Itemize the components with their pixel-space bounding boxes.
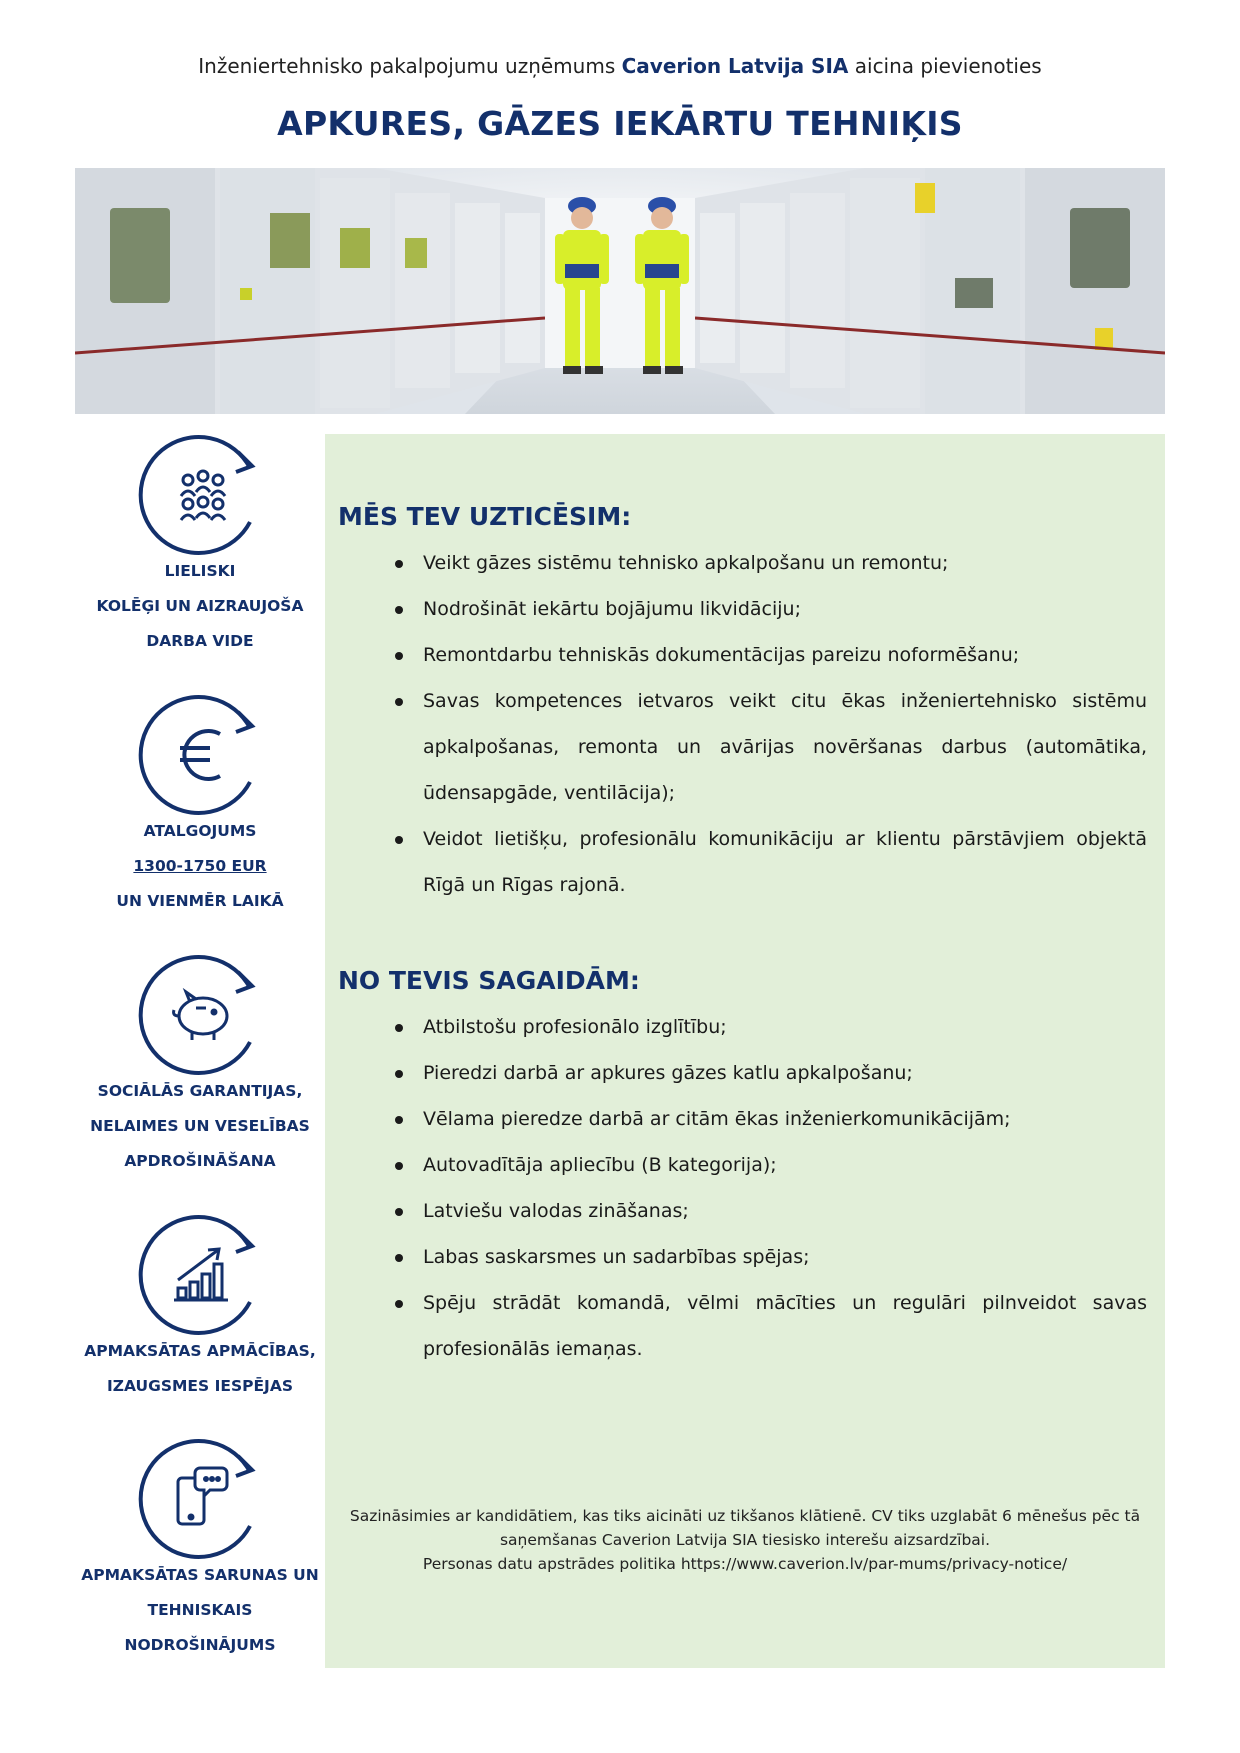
company-name: Caverion Latvija SIA <box>621 54 849 78</box>
duties-heading: MĒS TEV UZTICĒSIM: <box>338 502 632 531</box>
benefit-line: NELAIMES UN VESELĪBAS <box>90 1117 310 1135</box>
phone-chat-icon <box>138 1434 268 1564</box>
benefit-line: UN VIENMĒR LAIKĀ <box>116 892 284 910</box>
intro-line <box>0 54 1240 78</box>
list-item: Vēlama pieredze darbā ar citām ēkas inženierkomunikācijām; <box>395 1096 1147 1142</box>
benefit-line: SOCIĀLĀS GARANTIJAS, <box>97 1082 303 1100</box>
notice-line: saņemšanas Caverion Latvija SIA tiesisko interešu aizsardzībai. <box>499 1531 991 1549</box>
list-item: Latviešu valodas zināšanas; <box>395 1188 1147 1234</box>
notice-line: Sazināsimies ar kandidātiem, kas tiks aicināti uz tikšanos klātienē. CV tiks uzglabāt 6 mēnešus pēc tā <box>349 1507 1141 1525</box>
intro-after: aicina pievienoties <box>854 54 1042 78</box>
privacy-policy-link[interactable]: Personas datu apstrādes politika https://www.caverion.lv/par-mums/privacy-notice/ <box>422 1555 1068 1573</box>
benefit-line: ATALGOJUMS <box>143 822 257 840</box>
benefit-line: APMAKSĀTAS APMĀCĪBAS, <box>84 1342 316 1360</box>
privacy-notice <box>325 1504 1165 1576</box>
salary-range: 1300-1750 EUR <box>133 857 267 875</box>
list-item: Veidot lietišķu, profesionālu komunikāciju ar klientu pārstāvjiem objektā Rīgā un Rīgas rajonā. <box>395 816 1147 908</box>
requirements-heading: NO TEVIS SAGAIDĀM: <box>338 966 640 995</box>
intro-before: Inženiertehnisko pakalpojumu uzņēmums <box>198 54 616 78</box>
benefit-line: DARBA VIDE <box>146 632 254 650</box>
list-item: Atbilstošu profesionālo izglītību; <box>395 1004 1147 1050</box>
list-item: Nodrošināt iekārtu bojājumu likvidāciju; <box>395 586 1147 632</box>
list-item: Savas kompetences ietvaros veikt citu ēkas inženiertehnisko sistēmu apkalpošanas, remonta un avārijas novēršanas darbus (automātika, ūdensapgāde, ventilācija); <box>395 678 1147 816</box>
benefit-line: TEHNISKAIS <box>147 1601 253 1619</box>
hero-photo <box>75 168 1165 414</box>
list-item: Veikt gāzes sistēmu tehnisko apkalpošanu un remontu; <box>395 540 1147 586</box>
list-item: Labas saskarsmes un sadarbības spējas; <box>395 1234 1147 1280</box>
euro-icon <box>138 690 268 820</box>
list-item: Pieredzi darbā ar apkures gāzes katlu apkalpošanu; <box>395 1050 1147 1096</box>
list-item: Autovadītāja apliecību (B kategorija); <box>395 1142 1147 1188</box>
list-item: Spēju strādāt komandā, vēlmi mācīties un regulāri pilnveidot savas profesionālās iemaņas. <box>395 1280 1147 1372</box>
benefit-line: LIELISKI <box>164 562 236 580</box>
growth-chart-icon <box>138 1210 268 1340</box>
requirements-list <box>395 1004 1147 1372</box>
benefit-line: APMAKSĀTAS SARUNAS UN <box>81 1566 319 1584</box>
people-group-icon <box>138 430 268 560</box>
list-item: Remontdarbu tehniskās dokumentācijas pareizu noformēšanu; <box>395 632 1147 678</box>
job-title: APKURES, GĀZES IEKĀRTU TEHNIĶIS <box>277 104 963 143</box>
benefit-line: KOLĒĢI UN AIZRAUJOŠA <box>96 597 304 615</box>
duties-list <box>395 540 1147 908</box>
benefit-line: APDROŠINĀŠANA <box>124 1152 276 1170</box>
benefit-line: NODROŠINĀJUMS <box>124 1636 276 1654</box>
piggy-bank-icon <box>138 950 268 1080</box>
benefit-line: IZAUGSMES IESPĒJAS <box>107 1377 293 1395</box>
job-details-panel <box>325 434 1165 1668</box>
